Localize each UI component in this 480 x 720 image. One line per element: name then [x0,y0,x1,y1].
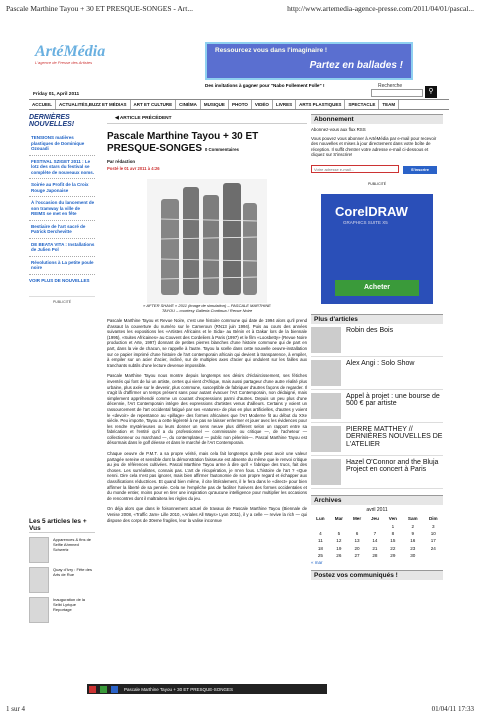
article-paragraph: Chaque oeuvre de P.M.T. a sa propre vérité, mais cela fait longtemps qu'elle peut avoir une valeur partagée sereine et sensible dont la démonstration faisseuse est absente du même que le renvoi critique au jeu de références cultivées. Pascal Marthine Tayou arme à dire qu'il « fabrique des trucs, fait des choses. Les surréalistes, connais pas. L'art de récupération, je m'en fous. L'histoire de l'art ? «Que nenni. Dire cela n'est pas ignorer, mais bien affirmer l'autonomie de son propre regard et échapper aux classifications réductrices. Et quand bien même, il cite littéralement, il le fera dans le «direct» pour bien affirmer la liberté de sa pensée. Cela ne l'empêche pas de faciliter l'univers des formes occidentales et du monde entier, moins pour en tirer une inspiration qu'aucune intelligence pour multiplier les occasions de rencontres dont il maltraitera les règles du jeu. [107,451,307,501]
photo-caption: « AFTER SHAVE » 2011 (image de simulation) – PASCALE MARTHINE TAYOU – courtesy Galleria Continua / Revue Noire [143,303,271,313]
ad-brand: CorelDRAW [335,203,408,219]
calendar-day[interactable]: 25 [317,553,323,559]
comments-link[interactable]: 0 Commentaires [204,146,239,152]
artwork-image [147,179,267,303]
right-sidebar [311,114,443,694]
ad-label: PUBLICITÉ [52,300,72,304]
calendar-day[interactable]: 12 [336,538,342,544]
list-item-title: Appel à projet : une bourse de 500 € par artiste [346,392,440,408]
calendar-day[interactable]: 18 [317,545,323,551]
news-link[interactable]: Révolutions à La petite poule noire [29,257,95,275]
thumbnail [29,567,49,593]
calendar-day[interactable]: 10 [430,530,436,536]
calendar-day[interactable]: 26 [336,553,342,559]
calendar-day[interactable]: 6 [355,530,359,536]
weekday: Ven [388,516,397,522]
banner-caption[interactable]: Des invitations à gagner pour "Nabo Follement Folle" ! [205,83,325,88]
calendar-day[interactable]: 16 [410,538,416,544]
article-date: Posté le 01 avr 2011 à 4:26 [107,166,160,171]
nav-item-arts-plastiques[interactable]: ARTS PLASTIQUES [296,100,345,109]
list-item[interactable] [311,324,443,357]
calendar-day [424,552,443,559]
article-author: Par rédaction [107,159,136,164]
thumbnail [311,426,341,452]
search-button[interactable] [425,86,437,98]
list-item-title: Robin des Bois [346,326,394,334]
calendar-day [348,522,366,529]
more-news-link[interactable]: VOIR PLUS DE NOUVELLES [29,277,90,283]
press-release-heading: Postez vos communiqués ! [311,570,443,580]
article [107,114,307,694]
list-item[interactable] [29,567,95,593]
nav-item-accueil[interactable]: ACCUEIL [29,100,56,109]
rss-link[interactable]: Abonnez-vous aux flux RSS [311,127,366,132]
main-nav [29,99,449,110]
print-footer [0,702,480,716]
nav-item-cinema[interactable]: CINÉMA [176,100,201,109]
most-viewed-heading: Les 5 articles les + Vus [29,518,95,533]
calendar-day[interactable]: 11 [317,538,323,544]
promo-banner[interactable] [205,42,413,80]
calendar-day[interactable]: 21 [372,545,378,551]
calendar-day[interactable]: 30 [410,553,416,559]
weekday: Sam [407,516,418,522]
calendar-day[interactable]: 24 [430,545,436,551]
list-item[interactable] [311,357,443,390]
logo-text: ArtéMédia [35,43,106,60]
news-link[interactable]: DE BEATA VITA : Installations de Julien Pol [29,239,95,257]
nav-item-video[interactable]: VIDÉO [252,100,273,109]
search-input[interactable] [371,89,423,97]
ad-label: PUBLICITÉ [367,181,387,186]
list-item-title: Alex Angi : Solo Show [346,359,415,367]
email-field[interactable] [311,165,399,173]
calendar-day[interactable]: 19 [336,545,342,551]
calendar-day[interactable]: 13 [354,538,360,544]
news-link[interactable]: TENSIONS matières plastiques de Dominique Ozouadi [29,132,95,156]
calendar-day[interactable]: 9 [411,530,415,536]
ad-subtitle: GRAPHICS SUITE X5 [343,219,388,225]
nav-item-photo[interactable]: PHOTO [229,100,252,109]
thumbnail [311,459,341,485]
ad-buy-button[interactable]: Acheter [335,280,419,296]
nav-item-spectacle[interactable]: SPECTACLE [345,100,379,109]
thumbnail [29,597,49,623]
web-page [29,36,449,696]
article-paragraph: Pascale Marthine Tayou nous montre depuis longtemps ses désirs d'éclaircissement, ses fétiches inventés qui font de lui un artiste, certes qui vient d'Afrique, mais aussi partageur d'une autre réalité plus urbaine, plus axée sur le devenir, plus commune, susceptible de fabriquer d'autres façons de regarder. Il s'agit là d'affirmer un temps présent sans pour autant évacuer l'Art Contemporain, non dédaigné, mais simplement appréhendé comme un courant d'expressions parmi d'autres. Depuis un peu plus d'une décennie, l'Art Contemporain intègre des expressions d'artistes venus d'ailleurs. Certains y voient un rassourcement de l'art occidental fatigué par ses «natures» de plus en plus artificielles, d'autres y voient le «devoir» de repentance au «pillage» des formes africaines que l'Art Moderne fit au début du XXe siècle. Peu importe, Tayou a cette légèreté à ne pas se laisser enfermer et jouer avec les évidences pour les rendre mystérieuses ou leurs donner un sens neuve plus différent selon un rapport entre sa fabrication et l'entité qu'il a du professionnel — commissaire ou critique —, de l'acheteur — collectionneur ou marchand —, du contemplateur — public non pèlerinis—. Pascal Marthine Tayou est désormais dans le golf déesse et dans le marché de l'Art Contemporain. [107,373,307,446]
weekday: Mar [334,516,343,522]
calendar-day[interactable]: 20 [354,545,360,551]
search-label: Recherche [378,83,403,89]
calendar-day[interactable]: 4 [319,530,322,536]
calendar-day [330,522,348,529]
calendar-prev-link[interactable]: « mar [311,560,323,566]
toolbar-icon[interactable] [89,686,96,693]
bottom-toolbar [87,684,327,694]
article-paragraph: Pascale Marthine Tayou et Revue Noire, c'est une histoire commune qui date de 1994 alors qu'il prend d'assaut la couverture du numéro sur le Cameroun (RN13 juin 1994). Puis au cours des années suivantes les expositions les «Artistes Africains et le Sida» au Bénin et à Dakar lors de la biennale (1995), «Suites Africaines» au Couvent des Cordeliers à Paris (1997) et le film «Loosbetty» (Revue Noire production et Arte, 1997) donnant de petites pierres blanches d'une histoire commune qui de part en part, dans la vie de chacun, se rappelle à l'autre. Tayou la scelle dans cette nouvelle oeuvre-installation sur ce papier imprimé d'une histoire de l'art contemporain africain qui devient à transparence, à empiler, à empiler sur un acier d'acier, incliné, sur de multiples axes d'acier qui ondulent sur les failles aux tranchants subtils d'une lecture devenue impossible. [107,318,307,368]
news-link[interactable]: FESTIVAL SZIGET 2011 : Le lotz des stars du festival se complète de nouveaux noms. [29,156,95,180]
thumbnail [311,393,341,419]
subscribe-button[interactable]: S'inscrire [403,166,437,174]
article-title [107,131,307,155]
toolbar-title: Pascale Marthine Tayou + 30 ET PRESQUE-SONGES [124,686,234,692]
calendar-day[interactable]: 29 [390,553,396,559]
news-link[interactable]: Soirée au Profit de la Croix Rouge Japonaise [29,179,95,197]
more-articles-heading: Plus d'articles [311,314,443,324]
most-viewed [29,518,95,623]
list-item[interactable] [311,390,443,423]
corel-ad[interactable] [321,194,433,304]
calendar-day [311,522,330,529]
calendar-day[interactable]: 28 [372,553,378,559]
list-item[interactable] [311,423,443,456]
banner-line1: Ressourcez vous dans l'imaginaire ! [215,47,328,54]
thumbnail [311,327,341,353]
logo-tagline: L'agence de Presse des Artistes [35,60,93,65]
thumbnail [29,537,49,563]
site-logo[interactable] [35,43,106,82]
left-ad[interactable] [29,296,95,466]
calendar-day[interactable]: 1 [391,523,395,529]
weekday: Mer [352,516,362,522]
calendar-day[interactable]: 3 [432,523,435,529]
calendar-day [366,522,384,529]
list-item-title: Quay d'Ivry : Fête des Arts de Rue [53,567,93,577]
calendar-day[interactable]: 14 [372,538,378,544]
previous-article-label: ARTICLE PRÉCÉDENT [119,116,172,121]
print-url: http://www.artemedia-agence-presse.com/2011/04/01/pascal... [287,4,474,13]
news-link[interactable]: Bestiaire de l'art sacré de Patrick Derchevitte [29,221,95,239]
calendar-day[interactable]: 8 [391,530,395,536]
search-icon: ⚲ [428,88,434,95]
subscribe-text: Vous pouvez vous abonner à ArtéMédia par e-mail pour recevoir des nouvelles et mises à jour directement dans votre boîte de réception. Il suffit d'entrer votre adresse e-mail ci-dessous et cliquez sur S'inscrire! [311,135,437,158]
weekday: Dim [428,516,438,522]
list-item-title: Inauguration de la Selbi Lyrique Reportage [53,597,86,612]
calendar-day[interactable]: 15 [390,538,396,544]
toolbar-icon[interactable] [100,686,107,693]
nav-item-musique[interactable]: MUSIQUE [201,100,229,109]
page-number: 1 sur 4 [6,705,26,713]
weekday: Jeu [370,516,379,522]
archive-calendar [311,515,443,559]
nav-item-livres[interactable]: LIVRES [273,100,296,109]
print-datetime: 01/04/11 17:33 [431,705,474,713]
current-date: Friday 01, April 2011 [33,92,80,97]
calendar-day[interactable]: 17 [430,538,436,544]
thumbnail [311,360,341,386]
list-item[interactable] [311,456,443,489]
article-title-text: Pascale Marthine Tayou + 30 ET PRESQUE-SONGES [107,131,259,154]
previous-article-link[interactable]: ◀ ARTICLE PRÉCÉDENT [107,114,307,124]
print-header [0,0,480,16]
list-item[interactable] [29,597,95,623]
calendar-day[interactable]: 2 [411,523,415,529]
print-title: Pascale Marthine Tayou + 30 ET PRESQUE-SONGES - Art... [6,4,193,13]
banner-line2: Partez en ballades ! [309,60,403,71]
latest-news-heading: DERNIÈRES NOUVELLES! [29,114,75,128]
article-paragraph: On déja alors que dans le foisonnement actuel de travaux de Pascale Marthine Tayou (Biennale de Venise 2008, «Traffic Jam» Lille 2010, «Ariales All Ways» Lyon 2011), il y a celle — revive la rich — qui dispose des corps de 30eme fragiles, leur la valise inconnue [107,506,307,523]
subscribe-heading: Abonnement [311,114,443,124]
list-item-title: Apparences & fins de Selfie Ahmned Schwrrtz [53,537,92,552]
weekday: Lun [316,516,325,522]
toolbar-icon[interactable] [111,686,118,693]
calendar-day[interactable]: 27 [354,553,360,559]
list-item-title: PIERRE MATTHEY // DERNIÈRES NOUVELLES DE L'ATELIER [346,425,443,448]
nav-item-actualites[interactable]: ACTUALITÉS,BUZZ ET MÉDIAS [56,100,131,109]
list-item-title: Hazel O'Connor and the Bluja Project en concert à Paris [346,458,439,474]
nav-item-team[interactable]: TEAM [379,100,399,109]
nav-item-art-culture[interactable]: ART ET CULTURE [131,100,177,109]
news-link[interactable]: À l'occasion du lancement de son tramway la ville de REIMS se met en fête [29,197,95,221]
calendar-day[interactable]: 7 [373,530,377,536]
calendar-day[interactable]: 23 [410,545,416,551]
artwork-photo [147,179,267,303]
calendar-day[interactable]: 5 [337,530,341,536]
calendar-month: avril 2011 [366,506,388,513]
archives-heading: Archives [311,495,443,505]
calendar-day[interactable]: 22 [390,545,396,551]
list-item[interactable] [29,537,95,563]
